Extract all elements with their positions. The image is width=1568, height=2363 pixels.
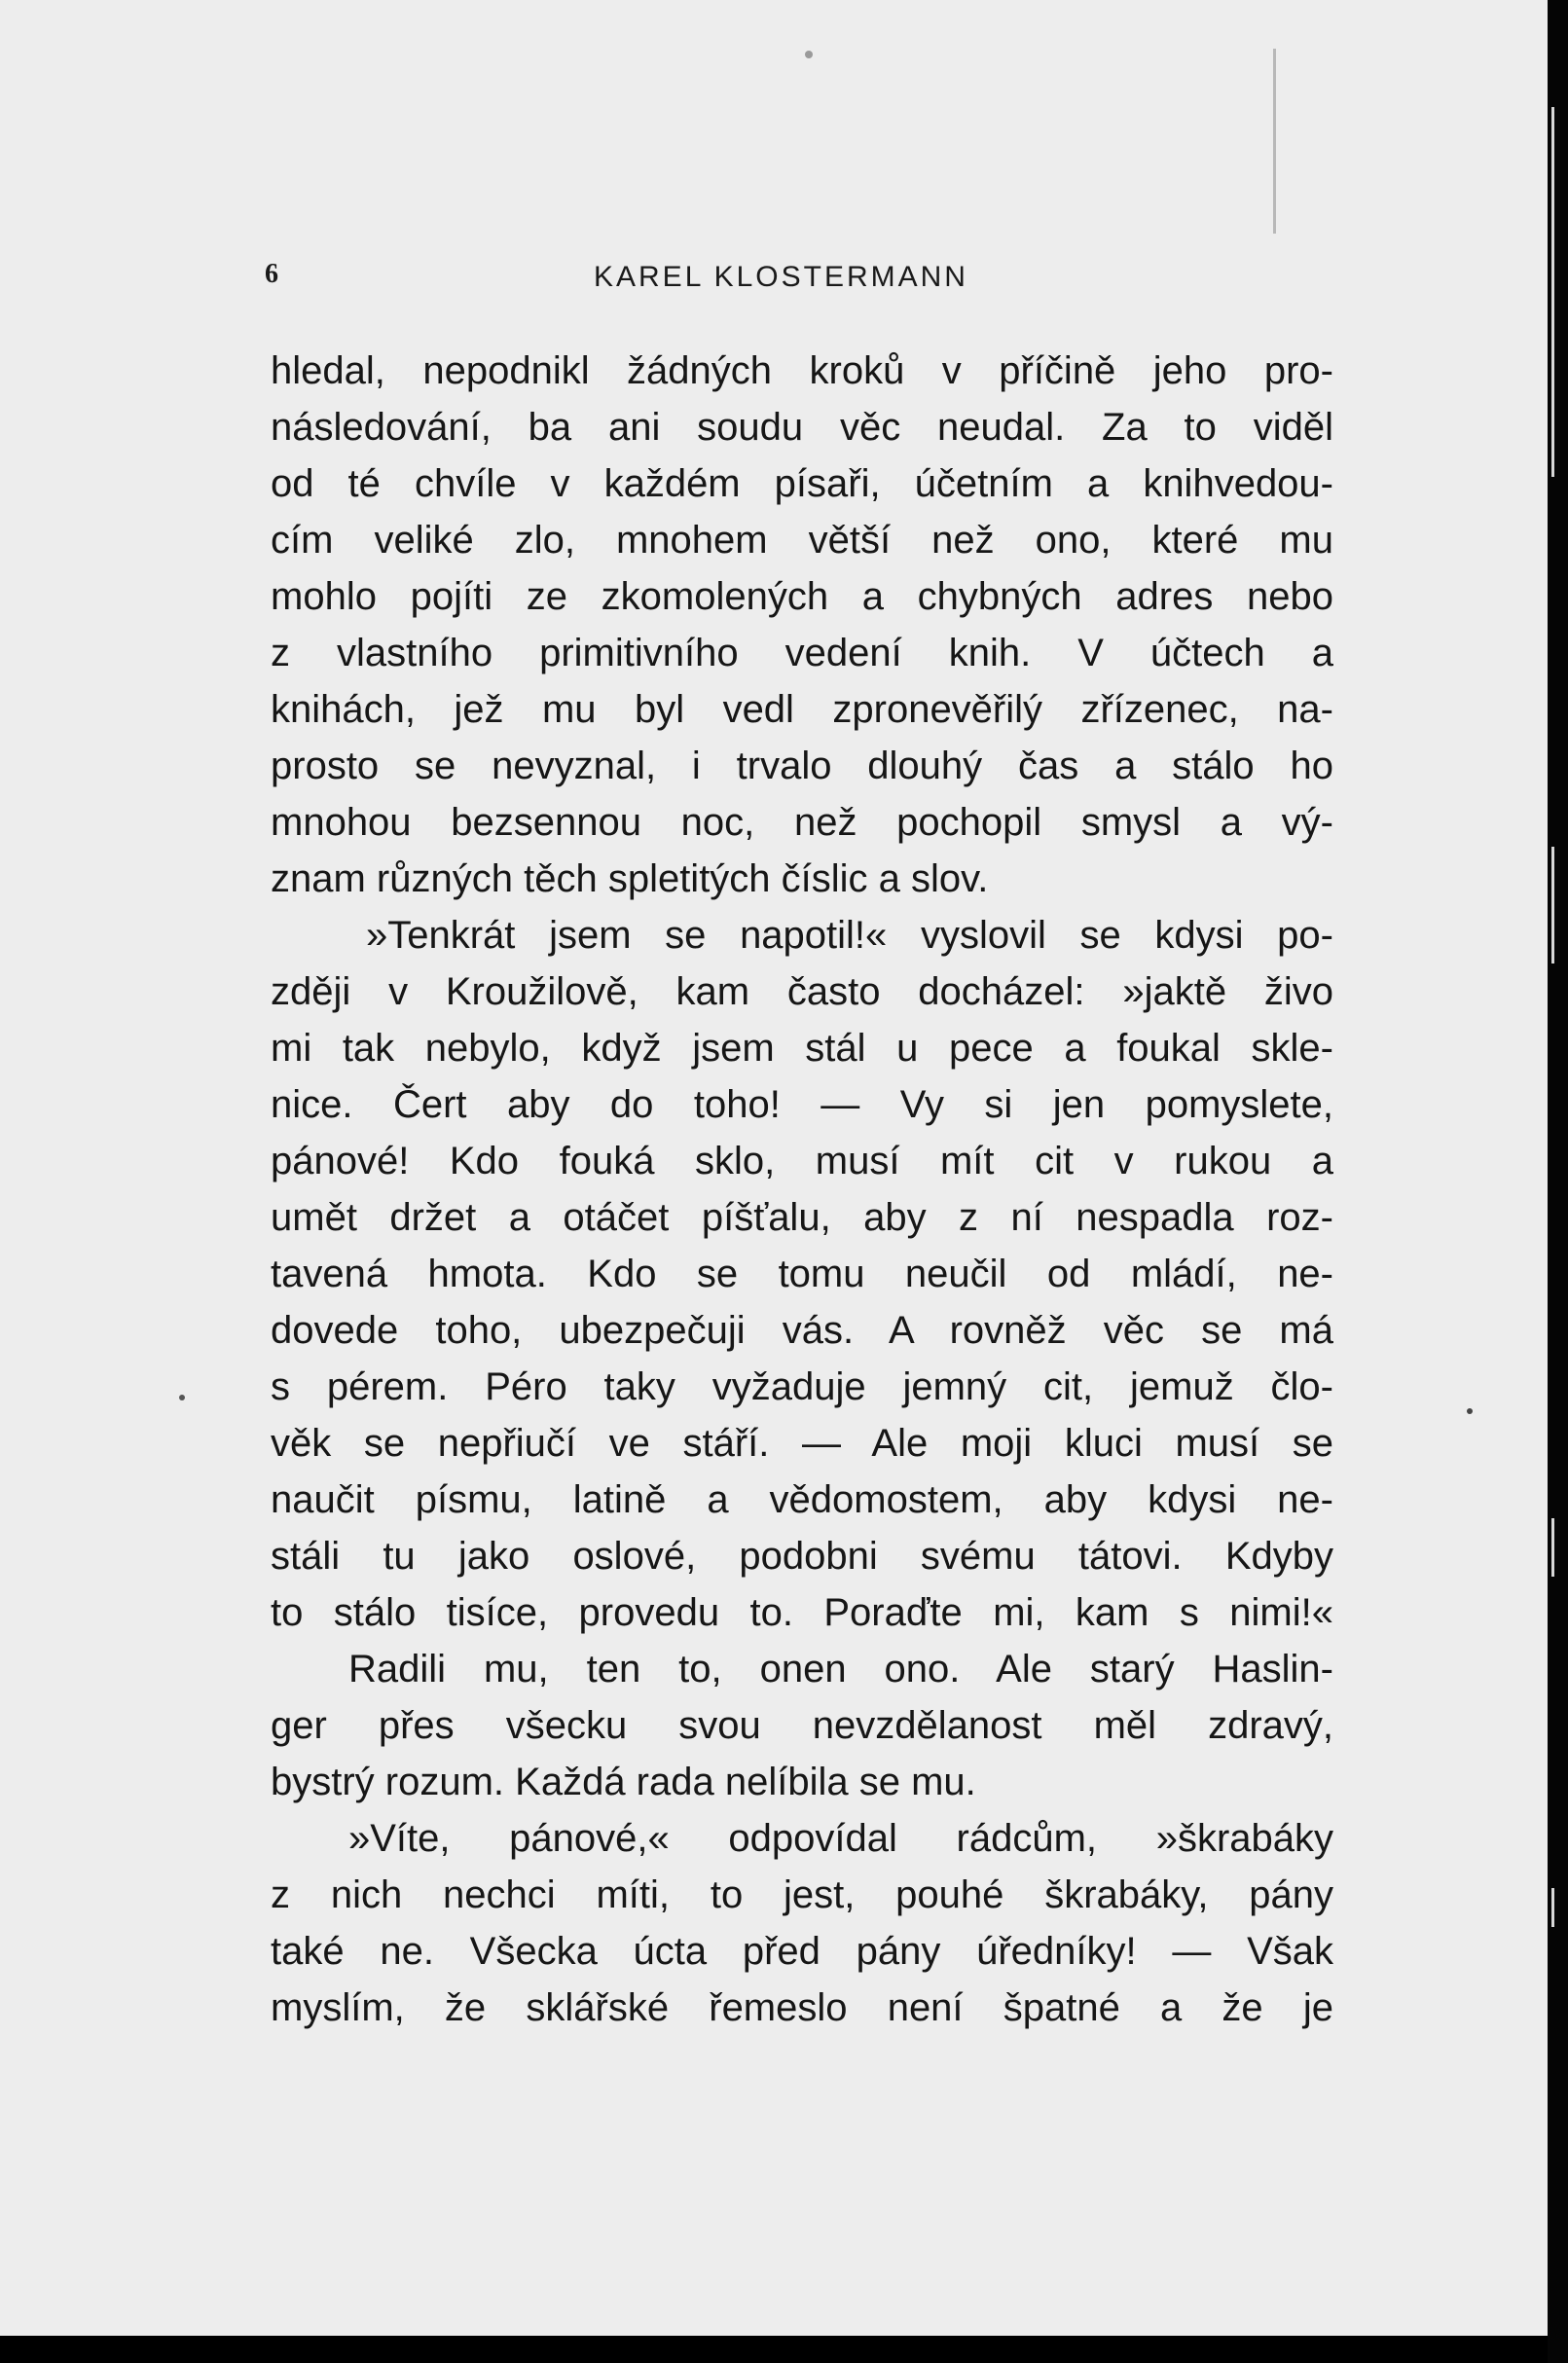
text-line: věk se nepřiučí ve stáří. — Ale moji kluci musí se bbox=[271, 1422, 1333, 1465]
page-number: 6 bbox=[265, 259, 278, 289]
text-line: hledal, nepodnikl žádných kroků v příčině jeho pro- bbox=[271, 349, 1333, 392]
page-edge-highlight bbox=[1551, 1518, 1554, 1577]
text-line: »Víte, pánové,« odpovídal rádcům, »škrabáky bbox=[348, 1817, 1333, 1860]
text-line: dovede toho, ubezpečuji vás. A rovněž věc se má bbox=[271, 1309, 1333, 1352]
page-edge-highlight bbox=[1551, 107, 1554, 477]
text-line: myslím, že sklářské řemeslo není špatné a že je bbox=[271, 1986, 1333, 2029]
scan-dot bbox=[805, 51, 813, 58]
page-header bbox=[265, 259, 1004, 298]
text-line: z nich nechci míti, to jest, pouhé škrabáky, pány bbox=[271, 1873, 1333, 1916]
text-line: od té chvíle v každém písaři, účetním a knihvedou- bbox=[271, 462, 1333, 505]
text-line: mohlo pojíti ze zkomolených a chybných adres nebo bbox=[271, 575, 1333, 618]
scan-dot-right bbox=[1467, 1408, 1473, 1414]
text-line: knihách, jež mu byl vedl zpronevěřilý zřízenec, na- bbox=[271, 688, 1333, 731]
running-title: KAREL KLOSTERMANN bbox=[594, 261, 968, 293]
text-line: znam různých těch spletitých číslic a slov. bbox=[271, 857, 989, 900]
scan-dot-left bbox=[179, 1395, 185, 1400]
text-line: prosto se nevyznal, i trvalo dlouhý čas a stálo ho bbox=[271, 745, 1333, 787]
text-line: zději v Kroužilově, kam často docházel: »jaktě živo bbox=[271, 970, 1333, 1013]
text-line: ger přes všecku svou nevzdělanost měl zdravý, bbox=[271, 1704, 1333, 1747]
text-line: mi tak nebylo, když jsem stál u pece a foukal skle- bbox=[271, 1027, 1333, 1070]
text-line: »Tenkrát jsem se napotil!« vyslovil se kdysi po- bbox=[366, 914, 1333, 957]
text-line: s pérem. Péro taky vyžaduje jemný cit, jemuž člo- bbox=[271, 1365, 1333, 1408]
text-line: stáli tu jako oslové, podobni svému tátovi. Kdyby bbox=[271, 1535, 1333, 1578]
text-line: umět držet a otáčet píšťalu, aby z ní nespadla roz- bbox=[271, 1196, 1333, 1239]
body-text bbox=[271, 343, 1333, 2036]
text-line: to stálo tisíce, provedu to. Poraďte mi, kam s nimi!« bbox=[271, 1591, 1333, 1634]
scan-line-top bbox=[1273, 49, 1276, 234]
page-edge-highlight bbox=[1551, 847, 1554, 963]
text-line: naučit písmu, latině a vědomostem, aby kdysi ne- bbox=[271, 1478, 1333, 1521]
text-line: bystrý rozum. Každá rada nelíbila se mu. bbox=[271, 1761, 976, 1803]
text-line: z vlastního primitivního vedení knih. V účtech a bbox=[271, 632, 1333, 674]
text-line: také ne. Všecka úcta před pány úředníky! — Však bbox=[271, 1930, 1333, 1973]
text-line: mnohou bezsennou noc, než pochopil smysl a vý- bbox=[271, 801, 1333, 844]
text-line: Radili mu, ten to, onen ono. Ale starý Haslin- bbox=[348, 1648, 1333, 1690]
text-line: nice. Čert aby do toho! — Vy si jen pomyslete, bbox=[271, 1083, 1333, 1126]
text-line: následování, ba ani soudu věc neudal. Za to viděl bbox=[271, 406, 1333, 449]
text-line: pánové! Kdo fouká sklo, musí mít cit v rukou a bbox=[271, 1140, 1333, 1182]
page-edge-highlight bbox=[1551, 1888, 1554, 1927]
text-line: cím veliké zlo, mnohem větší než ono, které mu bbox=[271, 519, 1333, 562]
text-line: tavená hmota. Kdo se tomu neučil od mládí, ne- bbox=[271, 1253, 1333, 1295]
